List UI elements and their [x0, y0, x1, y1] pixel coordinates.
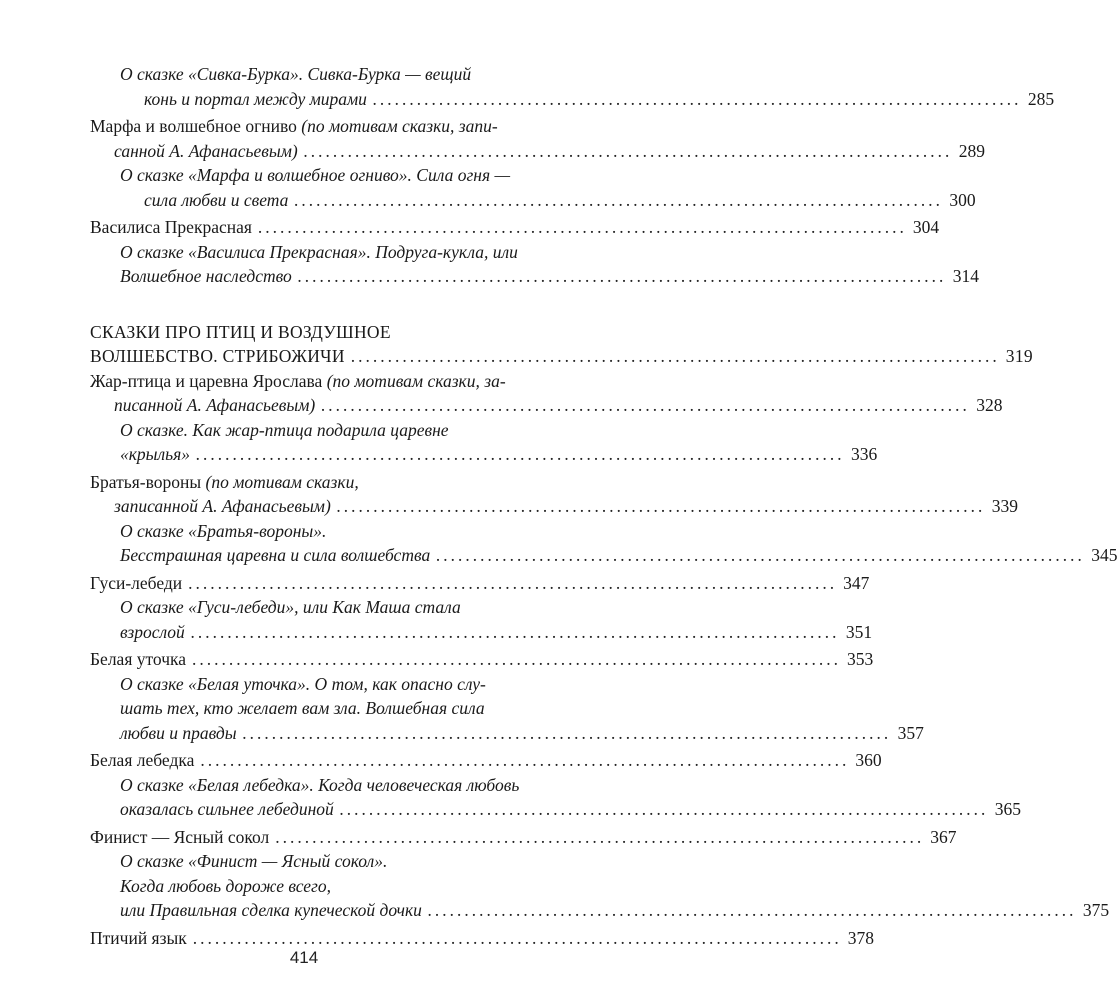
toc-entry-vasilisa	[90, 215, 940, 240]
page-ref: 360	[855, 750, 882, 770]
entry-title: Птичий язык	[90, 927, 187, 948]
page-ref: 304	[912, 217, 940, 237]
entry-note: записанной А. Афанасьевым)	[114, 496, 331, 516]
page-ref: 353	[847, 649, 874, 669]
entry-title: Гуси-лебеди	[90, 572, 183, 593]
toc-entry-marfa	[90, 114, 985, 163]
dot-leader: ........................................................................................	[321, 395, 971, 415]
dot-leader: ........................................................................................	[436, 545, 1086, 565]
entry-note: санной А. Афанасьевым)	[114, 140, 298, 161]
entry-title: Финист — Ясный сокол	[90, 826, 270, 847]
entry-title-line: О сказке «Марфа и волшебное огниво». Сила огня —	[120, 165, 511, 185]
dot-leader: ........................................................................................	[336, 496, 986, 516]
toc-entry-belaya-lebedka-commentary	[120, 773, 1022, 822]
entry-title: Белая уточка	[90, 649, 187, 669]
entry-title: Братья-вороны	[90, 471, 202, 492]
toc-entry-sivka-burka-commentary	[120, 62, 1055, 111]
toc-entry-finist	[90, 825, 957, 850]
entry-title-line: или Правильная сделка купеческой дочки	[120, 900, 422, 920]
entry-title: Василиса Прекрасная	[90, 217, 252, 237]
entry-title-line: шать тех, кто желает вам зла. Волшебная сила	[120, 698, 485, 718]
entry-note: писанной А. Афанасьевым)	[114, 395, 316, 415]
page-ref: 351	[845, 621, 873, 642]
page-ref: 357	[897, 722, 924, 743]
entry-title-line: Когда любовь дороже всего,	[120, 875, 331, 896]
entry-title-line: Бесстрашная царевна и сила волшебства	[120, 545, 431, 565]
page-ref: 328	[976, 395, 1003, 415]
dot-leader: ........................................................................................	[303, 140, 953, 161]
toc-entry-bratya-vorony	[90, 470, 1019, 519]
entry-title-line: «крылья»	[120, 444, 191, 464]
page-ref: 365	[994, 799, 1022, 819]
dot-leader: ........................................................................................	[427, 900, 1077, 920]
page-ref: 367	[930, 826, 957, 847]
toc-entry-bratya-vorony-commentary	[120, 519, 1117, 568]
dot-leader: ........................................................................................	[196, 444, 846, 464]
dot-leader: ........................................................................................	[294, 189, 944, 210]
dot-leader: ........................................................................................	[275, 826, 925, 847]
entry-title-line: О сказке «Василиса Прекрасная». Подруга-кукла, или	[120, 241, 518, 262]
dot-leader: ........................................................................................	[192, 927, 842, 948]
toc-entry-gusi-lebedi-commentary	[120, 595, 873, 644]
toc-entry-zhar-ptitsa-commentary	[120, 418, 878, 467]
toc-entry-belaya-utochka-commentary	[120, 672, 924, 746]
toc-entry-vasilisa-commentary	[120, 240, 979, 289]
entry-title-line: оказалась сильнее лебединой	[120, 799, 334, 819]
table-of-contents	[90, 62, 1117, 950]
toc-entry-marfa-commentary	[120, 163, 976, 212]
dot-leader: ........................................................................................	[372, 88, 1022, 109]
entry-title-line: О сказке. Как жар-птица подарила царевне	[120, 419, 449, 440]
toc-section-birds	[90, 320, 1033, 369]
entry-note: (по мотивам сказки, запи-	[296, 116, 498, 136]
entry-title: Жар-птица и царевна Ярослава	[90, 370, 323, 391]
entry-title-line: О сказке «Финист — Ясный сокол».	[120, 851, 388, 871]
section-heading: ВОЛШЕБСТВО. СТРИБОЖИЧИ	[90, 346, 345, 366]
toc-entry-belaya-lebedka	[90, 748, 882, 773]
entry-title-line: О сказке «Гуси-лебеди», или Как Маша стала	[120, 597, 461, 617]
entry-title-line: О сказке «Сивка-Бурка». Сивка-Бурка — вещий	[120, 64, 472, 84]
page-ref: 375	[1082, 900, 1110, 920]
section-heading: СКАЗКИ ПРО ПТИЦ И ВОЗДУШНОЕ	[90, 321, 391, 342]
entry-title-line: О сказке «Братья-вороны».	[120, 520, 327, 541]
toc-entry-ptichiy-yazyk	[90, 926, 875, 951]
page-ref: 319	[1005, 346, 1033, 366]
toc-entry-belaya-utochka	[90, 647, 874, 672]
page-ref: 339	[991, 496, 1019, 516]
page-ref: 289	[958, 140, 985, 161]
page-ref: 300	[949, 189, 976, 210]
entry-note: (по мотивам сказки, за-	[322, 370, 506, 391]
entry-title-line: взрослой	[120, 621, 185, 642]
entry-title-line: О сказке «Белая лебедка». Когда человеческая любовь	[120, 774, 520, 795]
entry-title-line: конь и портал между мирами	[144, 88, 367, 109]
entry-title-line: сила любви и света	[144, 189, 289, 210]
dot-leader: ........................................................................................	[350, 346, 1000, 366]
entry-note: (по мотивам сказки,	[201, 471, 359, 492]
page-number: 414	[289, 948, 319, 967]
entry-title-line: О сказке «Белая уточка». О том, как опасно слу-	[120, 673, 486, 694]
entry-title-line: Волшебное наследство	[120, 266, 292, 286]
entry-title: Белая лебедка	[90, 750, 195, 770]
dot-leader: ........................................................................................	[192, 649, 842, 669]
page-ref: 347	[843, 572, 870, 593]
page-ref: 378	[847, 927, 875, 948]
page-ref: 285	[1027, 88, 1055, 109]
page-ref: 345	[1091, 545, 1117, 565]
dot-leader: ........................................................................................	[190, 621, 840, 642]
page-ref: 336	[851, 444, 878, 464]
entry-title-line: любви и правды	[120, 722, 237, 743]
toc-entry-zhar-ptitsa	[90, 369, 1003, 418]
dot-leader: ........................................................................................	[297, 266, 947, 286]
dot-leader: ........................................................................................	[188, 572, 838, 593]
toc-entry-finist-commentary	[120, 849, 1110, 923]
dot-leader: ........................................................................................	[200, 750, 850, 770]
entry-title: Марфа и волшебное огниво	[90, 116, 297, 136]
dot-leader: ........................................................................................	[257, 217, 907, 237]
dot-leader: ........................................................................................	[242, 722, 892, 743]
dot-leader: ........................................................................................	[339, 799, 989, 819]
page-ref: 314	[952, 266, 979, 286]
toc-entry-gusi-lebedi	[90, 571, 870, 596]
